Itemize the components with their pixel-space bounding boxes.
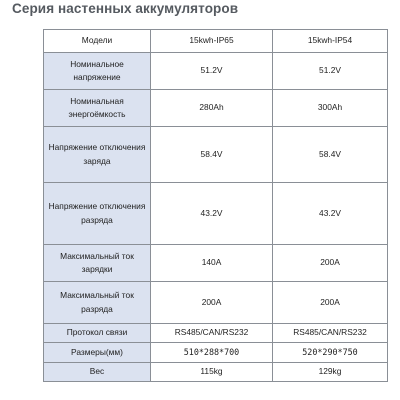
table-row (44, 90, 388, 127)
row-value: 140A (151, 245, 273, 282)
table-row (44, 53, 388, 90)
row-value: 115kg (151, 363, 273, 382)
row-label: Максимальный ток разряда (44, 282, 151, 324)
row-label: Номинальное напряжение (44, 53, 151, 90)
row-value: 200A (273, 245, 388, 282)
row-label: Размеры(мм) (44, 343, 151, 363)
row-label: Номинальная энергоёмкость (44, 90, 151, 127)
row-value: 280Ah (151, 90, 273, 127)
page-title: Серия настенных аккумуляторов (12, 1, 239, 16)
row-value: 129kg (273, 363, 388, 382)
table-row (44, 282, 388, 324)
row-value: 58.4V (273, 127, 388, 183)
row-value: 200A (151, 282, 273, 324)
row-value: 510*288*700 (151, 343, 273, 363)
row-label: Вес (44, 363, 151, 382)
spec-table (43, 29, 388, 382)
row-value: RS485/CAN/RS232 (273, 324, 388, 343)
row-value: RS485/CAN/RS232 (151, 324, 273, 343)
table-row (44, 343, 388, 363)
row-label: Напряжение отключения разряда (44, 183, 151, 245)
table-header-row (44, 30, 388, 53)
row-label: Напряжение отключения заряда (44, 127, 151, 183)
table-row (44, 324, 388, 343)
table-row (44, 183, 388, 245)
row-value: 43.2V (151, 183, 273, 245)
header-label-cell: Модели (44, 30, 151, 53)
row-value: 200A (273, 282, 388, 324)
row-label: Максимальный ток зарядки (44, 245, 151, 282)
row-value: 43.2V (273, 183, 388, 245)
row-value: 51.2V (151, 53, 273, 90)
table-row (44, 245, 388, 282)
row-value: 300Ah (273, 90, 388, 127)
model-name-cell: 15kwh-IP65 (151, 30, 273, 53)
row-value: 520*290*750 (273, 343, 388, 363)
row-value: 51.2V (273, 53, 388, 90)
row-value: 58.4V (151, 127, 273, 183)
table-row (44, 127, 388, 183)
model-name-cell: 15kwh-IP54 (273, 30, 388, 53)
table-row (44, 363, 388, 382)
row-label: Протокол связи (44, 324, 151, 343)
